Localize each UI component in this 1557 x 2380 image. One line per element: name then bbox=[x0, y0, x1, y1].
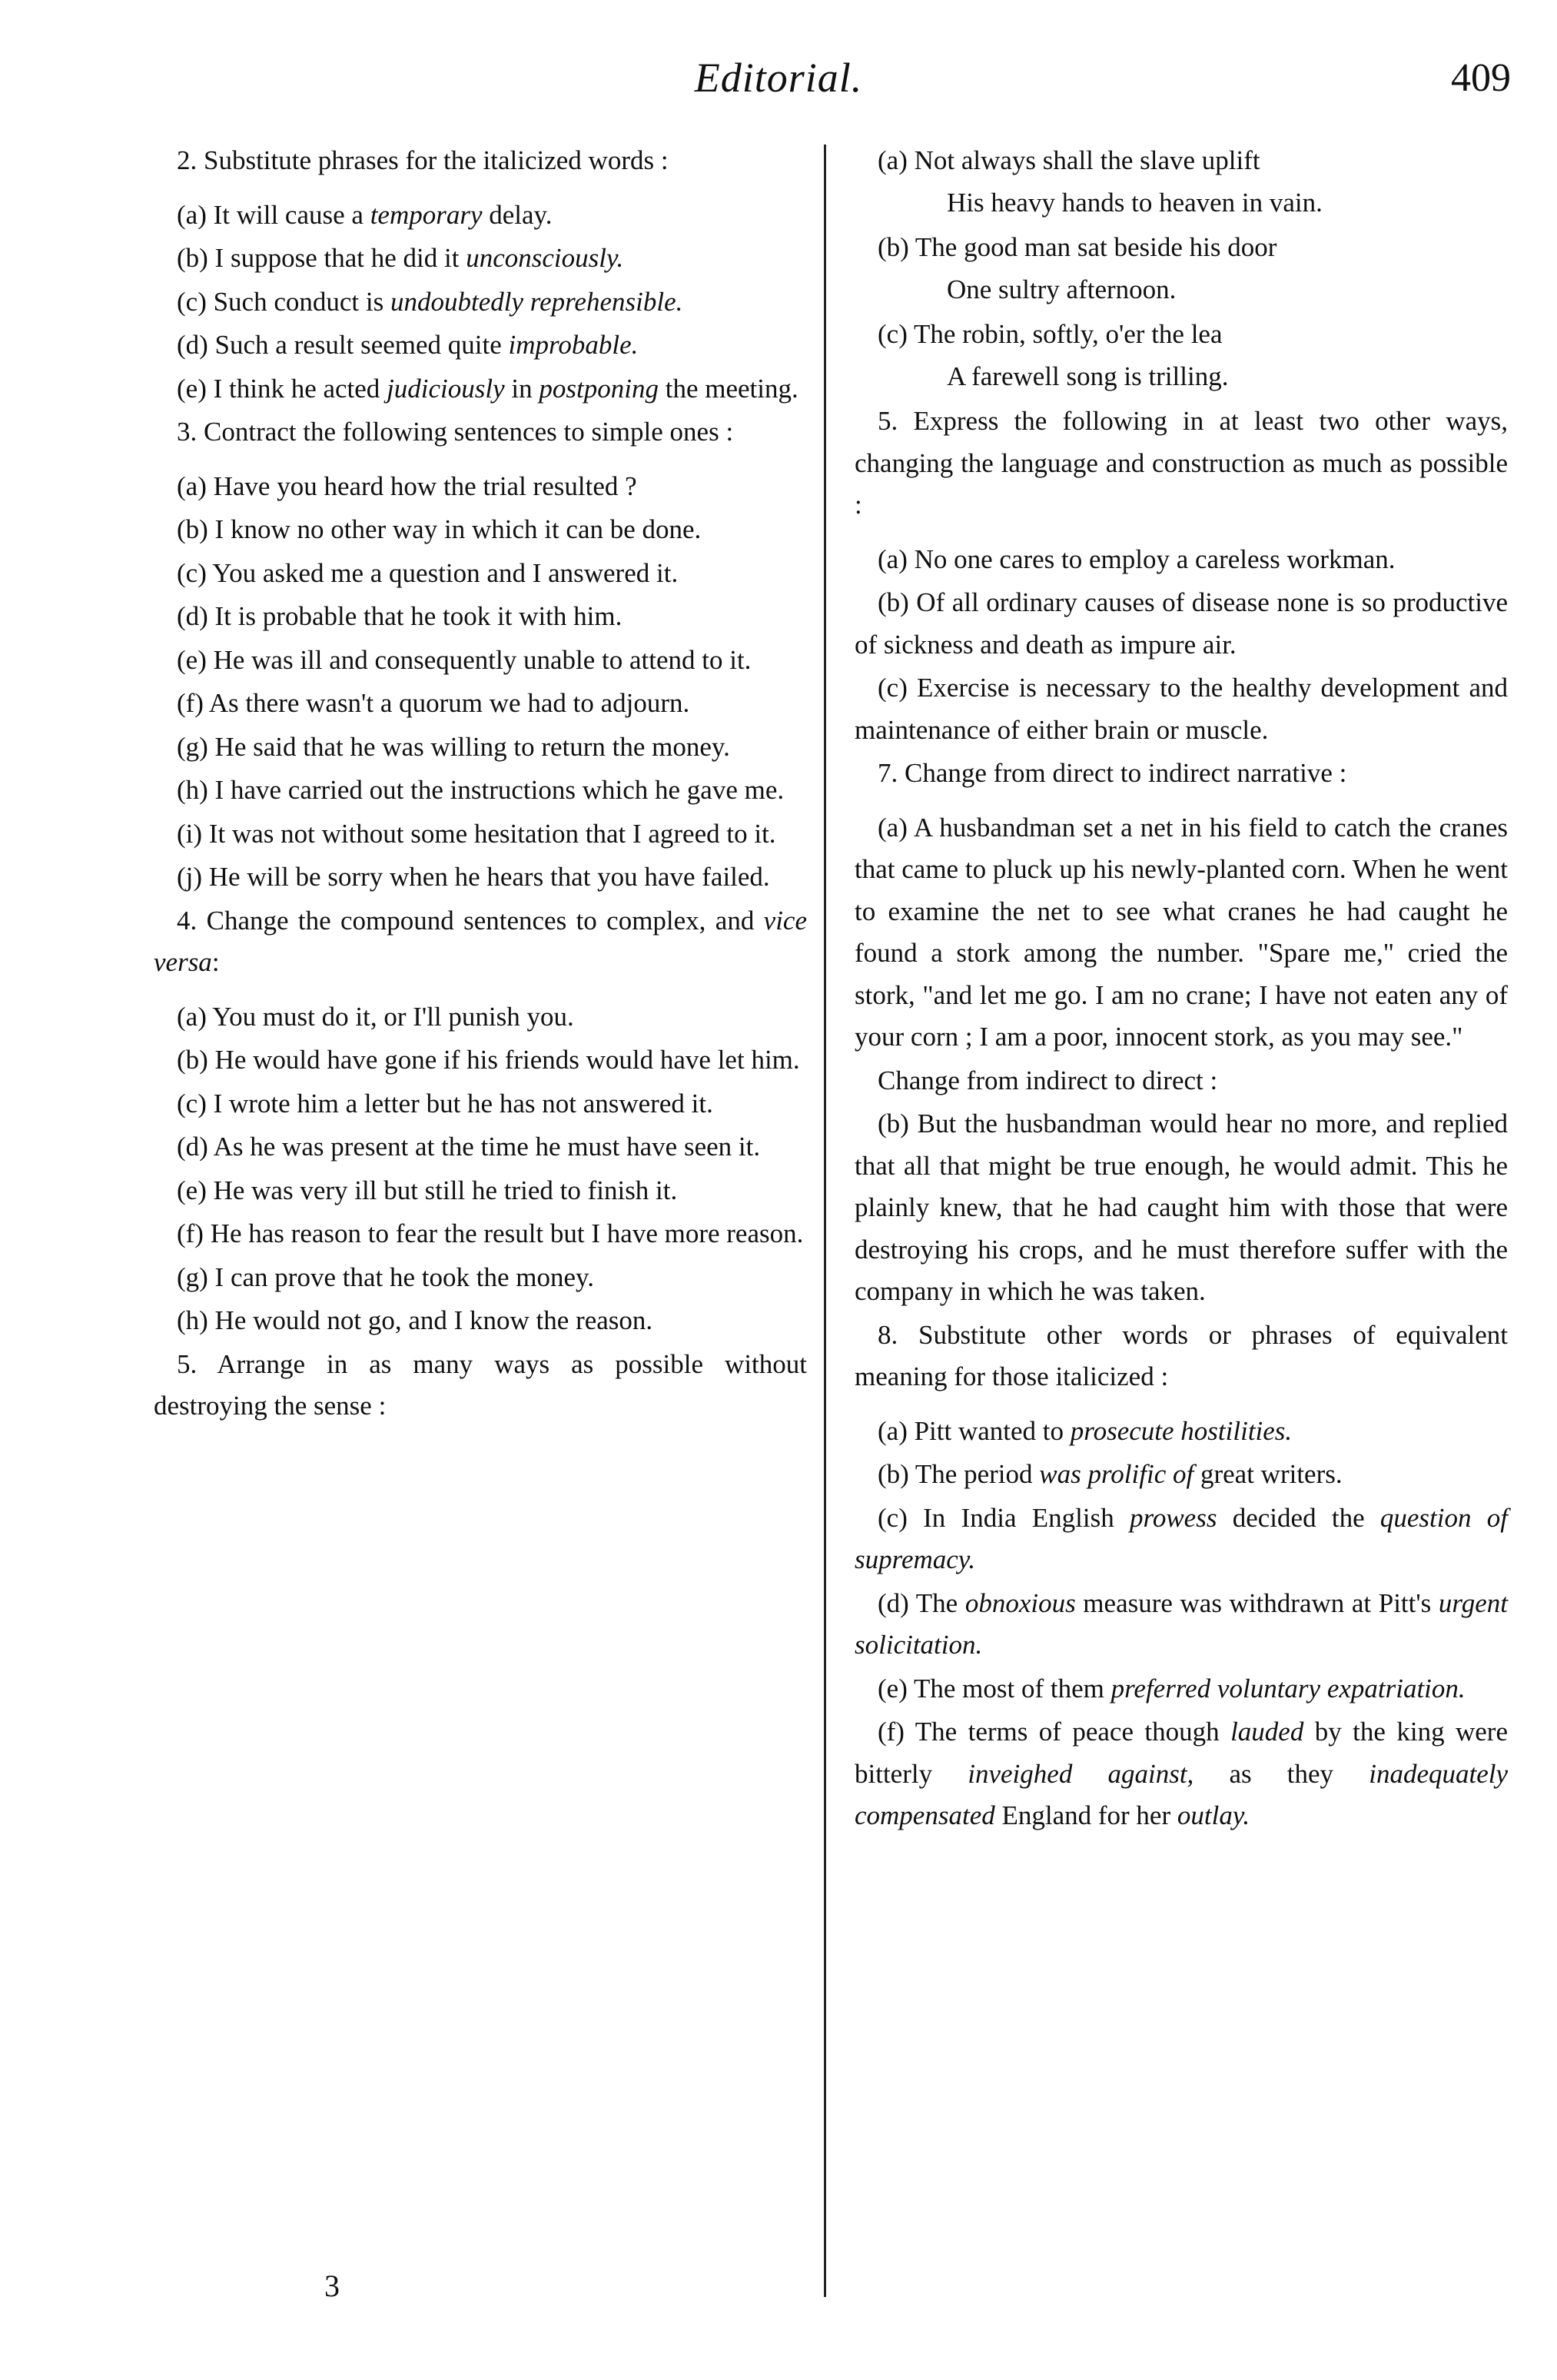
exercise-item bbox=[154, 770, 807, 812]
text-run: (e) The most of them bbox=[878, 1673, 1111, 1704]
text-run: in bbox=[504, 373, 539, 404]
text-run: (h) I have carried out the instructions which he gave me. bbox=[177, 775, 785, 805]
text-run: (d) The bbox=[878, 1587, 965, 1618]
text-run: (j) He will be sorry when he hears that you have failed. bbox=[177, 862, 770, 892]
text-run: (a) It will cause a bbox=[177, 199, 370, 230]
italic-text: outlay. bbox=[1177, 1800, 1250, 1830]
text-run: (b) The period bbox=[878, 1459, 1040, 1489]
exercise-item bbox=[154, 1170, 807, 1212]
exercise-item bbox=[855, 807, 1508, 1059]
text-run: (d) As he was present at the time he must have seen it. bbox=[177, 1132, 761, 1162]
verse-item bbox=[855, 227, 1508, 311]
instruction-line: Change from indirect to direct : bbox=[878, 1065, 1218, 1095]
exercise-item bbox=[154, 640, 807, 682]
exercise-item bbox=[855, 667, 1508, 751]
text-run: (c) You asked me a question and I answered it. bbox=[177, 557, 679, 588]
text-run: (g) I can prove that he took the money. bbox=[177, 1261, 594, 1292]
italic-text: question of supremacy. bbox=[855, 1502, 1508, 1574]
exercise-item bbox=[154, 856, 807, 899]
text-run: great writers. bbox=[1193, 1459, 1343, 1489]
italic-text: prowess bbox=[1130, 1502, 1217, 1533]
italic-text: undoubtedly reprehensible. bbox=[390, 286, 683, 317]
text-run: as they bbox=[1193, 1758, 1369, 1789]
right-column bbox=[855, 140, 1508, 1839]
text-run: (e) I think he acted bbox=[177, 373, 387, 404]
exercise-item bbox=[154, 683, 807, 725]
text-run: (c) Exercise is necessary to the healthy development and maintenance of either brain or muscle. bbox=[855, 673, 1508, 745]
exercise-item bbox=[855, 539, 1508, 581]
italic-text: lauded bbox=[1230, 1717, 1304, 1747]
exercise-item bbox=[855, 1454, 1508, 1496]
text-run: by the king were bitterly bbox=[855, 1717, 1508, 1789]
column-divider bbox=[824, 145, 826, 2297]
exercise-item bbox=[855, 1103, 1508, 1313]
exercise-item bbox=[154, 1300, 807, 1342]
exercise-item bbox=[855, 1711, 1508, 1837]
text-run: (b) But the husbandman would hear no more, and replied that all that might be true enough, he would admit. This he plainly knew, that he had caught him with those that were destroying his crops, and he must therefore suffer with the company in which he was taken. bbox=[855, 1109, 1508, 1306]
text-run: delay. bbox=[482, 199, 553, 230]
text-run: : bbox=[211, 947, 220, 977]
exercise-item bbox=[154, 813, 807, 856]
exercise-heading: 7. Change from direct to indirect narrative : bbox=[878, 758, 1347, 788]
exercise-item bbox=[154, 509, 807, 551]
exercise-heading: 8. Substitute other words or phrases of equivalent meaning for those italicized : bbox=[855, 1319, 1508, 1391]
italic-text: prosecute hostilities. bbox=[1070, 1415, 1293, 1446]
text-run: England for her bbox=[994, 1800, 1177, 1830]
text-run: measure was withdrawn at Pitt's bbox=[1075, 1587, 1439, 1618]
exercise-heading: 5. Express the following in at least two other ways, changing the language and construction as much as possible : bbox=[855, 406, 1508, 520]
italic-text: urgent solicitation. bbox=[855, 1587, 1508, 1660]
exercise-item bbox=[154, 1083, 807, 1125]
italic-text: inadequately compensated bbox=[855, 1758, 1509, 1830]
exercise-heading bbox=[154, 900, 807, 984]
text-run: (b) I know no other way in which it can be done. bbox=[177, 514, 702, 544]
exercise-item bbox=[154, 596, 807, 638]
verse-line: His heavy hands to heaven in vain. bbox=[947, 187, 1323, 218]
exercise-item bbox=[855, 1411, 1508, 1453]
text-run: (i) It was not without some hesitation that I agreed to it. bbox=[177, 818, 776, 849]
exercise-item bbox=[154, 553, 807, 595]
italic-text: was prolific of bbox=[1039, 1459, 1194, 1489]
verse-line: One sultry afternoon. bbox=[947, 274, 1177, 304]
exercise-item bbox=[154, 1213, 807, 1255]
text-run: (h) He would not go, and I know the reason. bbox=[177, 1305, 653, 1335]
exercise-item bbox=[154, 466, 807, 508]
exercise-item bbox=[154, 238, 807, 280]
exercise-item bbox=[154, 996, 807, 1039]
text-run: (g) He said that he was willing to return the money. bbox=[177, 731, 730, 762]
exercise-heading: 3. Contract the following sentences to simple ones : bbox=[177, 417, 734, 447]
signature-mark: 3 bbox=[324, 2269, 340, 2303]
exercise-item bbox=[154, 281, 807, 324]
text-run: 4. Change the compound sentences to complex, and bbox=[177, 905, 764, 936]
text-run: (f) The terms of peace though bbox=[878, 1717, 1231, 1747]
exercise-item bbox=[154, 1257, 807, 1299]
text-run: (b) Of all ordinary causes of disease none is so productive of sickness and death as impure air. bbox=[855, 587, 1508, 660]
italic-text: judiciously bbox=[387, 373, 505, 404]
exercise-item bbox=[154, 194, 807, 237]
exercise-item bbox=[855, 1583, 1508, 1667]
text-run: (f) He has reason to fear the result but I have more reason. bbox=[177, 1218, 804, 1248]
text-run: (a) Have you heard how the trial resulted ? bbox=[177, 470, 637, 501]
exercise-item bbox=[154, 1039, 807, 1082]
italic-text: temporary bbox=[370, 199, 483, 230]
text-run: (a) No one cares to employ a careless workman. bbox=[878, 543, 1396, 574]
text-run: (a) A husbandman set a net in his field to catch the cranes that came to pluck up his newly-planted corn. When he went to examine the net to see what cranes he had caught he found a stork among the number. "Spare me," cried the stork, "and let me go. I am no crane; I have not eaten any of your corn ; I am a poor, innocent stork, as you may see." bbox=[855, 812, 1508, 1052]
verse-item bbox=[855, 140, 1508, 224]
text-run: decided the bbox=[1217, 1502, 1380, 1533]
verse-line: A farewell song is trilling. bbox=[947, 361, 1229, 391]
verse-line: (b) The good man sat beside his door bbox=[878, 232, 1277, 262]
exercise-item bbox=[855, 1668, 1508, 1710]
text-run: (c) In India English bbox=[878, 1502, 1130, 1533]
text-run: (d) Such a result seemed quite bbox=[177, 330, 509, 360]
italic-text: improbable. bbox=[508, 330, 639, 360]
italic-text: vice versa bbox=[154, 905, 807, 977]
italic-text: postponing bbox=[539, 373, 659, 404]
text-run: the meeting. bbox=[658, 373, 798, 404]
italic-text: preferred voluntary expatriation. bbox=[1110, 1673, 1466, 1704]
italic-text: unconsciously. bbox=[466, 243, 624, 273]
text-run: (d) It is probable that he took it with him. bbox=[177, 601, 622, 631]
text-run: (a) You must do it, or I'll punish you. bbox=[177, 1001, 574, 1032]
italic-text: obnoxious bbox=[964, 1587, 1076, 1618]
verse-line: (c) The robin, softly, o'er the lea bbox=[878, 319, 1223, 349]
exercise-item bbox=[855, 1497, 1508, 1581]
verse-line: (a) Not always shall the slave uplift bbox=[878, 145, 1260, 175]
text-run: (a) Pitt wanted to bbox=[878, 1415, 1071, 1446]
exercise-item bbox=[154, 1126, 807, 1168]
page-number: 409 bbox=[1451, 56, 1511, 100]
text-run: (e) He was very ill but still he tried to finish it. bbox=[177, 1175, 678, 1205]
exercise-heading: 5. Arrange in as many ways as possible without destroying the sense : bbox=[154, 1348, 807, 1421]
exercise-item bbox=[154, 324, 807, 367]
exercise-item bbox=[154, 726, 807, 769]
text-run: (c) I wrote him a letter but he has not answered it. bbox=[177, 1088, 713, 1119]
text-run: (b) He would have gone if his friends would have let him. bbox=[177, 1045, 800, 1075]
left-column bbox=[154, 140, 807, 1440]
exercise-item bbox=[154, 368, 807, 411]
running-title: Editorial. bbox=[694, 55, 863, 101]
text-run: (c) Such conduct is bbox=[177, 286, 390, 317]
italic-text: inveighed against, bbox=[968, 1758, 1194, 1789]
exercise-heading: 2. Substitute phrases for the italicized words : bbox=[177, 145, 669, 175]
text-run: (f) As there wasn't a quorum we had to adjourn. bbox=[177, 688, 690, 718]
text-run: (e) He was ill and consequently unable to attend to it. bbox=[177, 644, 752, 675]
text-run: (b) I suppose that he did it bbox=[177, 243, 466, 273]
exercise-item bbox=[855, 582, 1508, 666]
verse-item bbox=[855, 314, 1508, 397]
